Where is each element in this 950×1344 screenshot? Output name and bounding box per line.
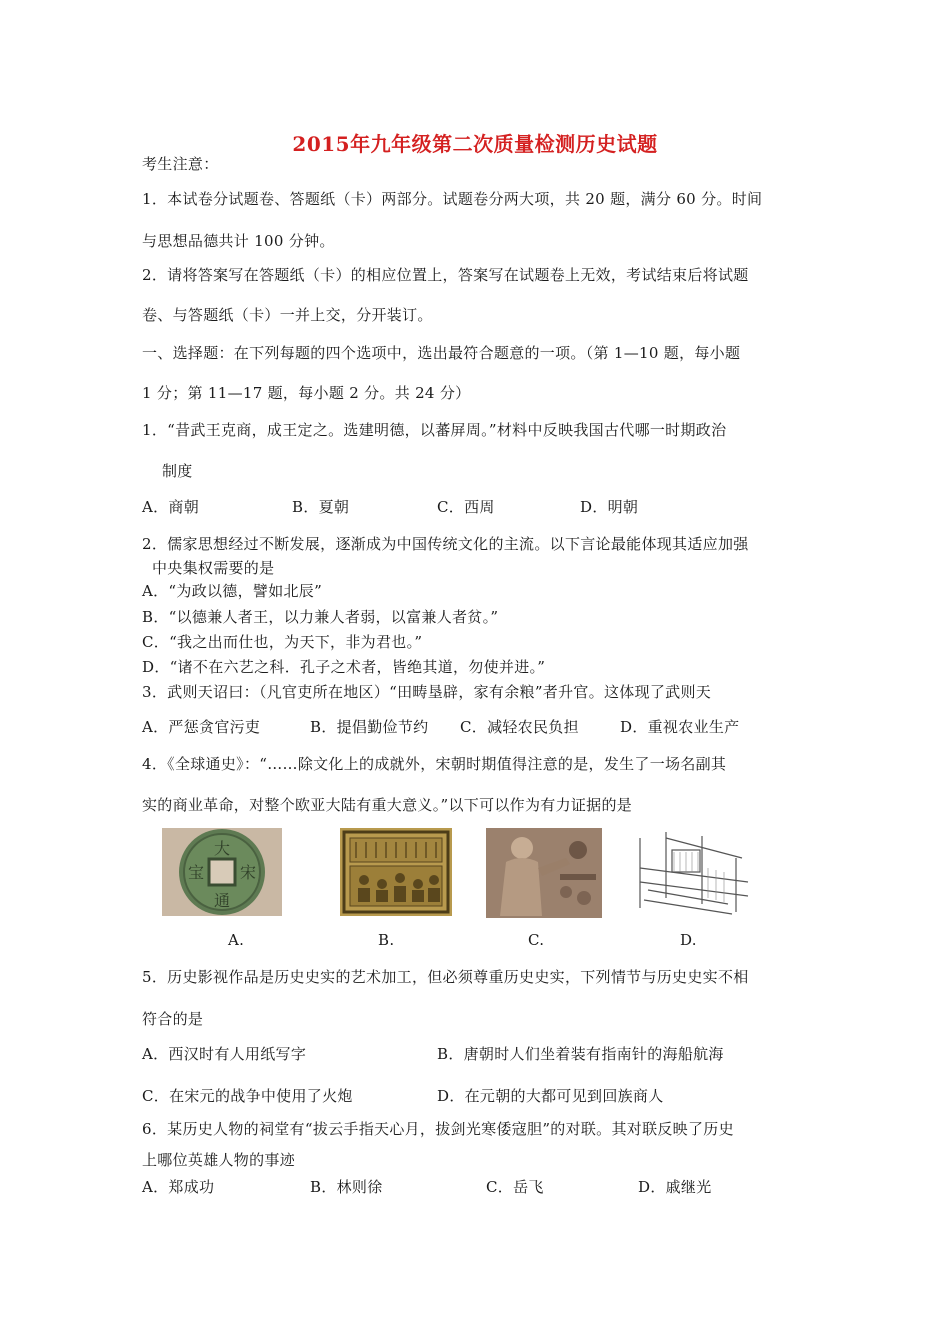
q2-option-b: B．“以德兼人者王，以力兼人者弱，以富兼人者贫。”	[142, 608, 499, 626]
coin-char-left: 宝	[187, 863, 205, 882]
notice-item2-line2: 卷、与答题纸（卡）一并上交，分开装订。	[142, 306, 433, 324]
q6-option-c: C．岳飞	[486, 1178, 544, 1196]
q5-stem-line2: 符合的是	[142, 1010, 204, 1028]
q3-option-a: A．严惩贪官污吏	[142, 718, 261, 736]
q4-stem-line2: 实的商业革命，对整个欧亚大陆有重大意义。”以下可以作为有力证据的是	[142, 796, 633, 814]
q1-option-b: B．夏朝	[292, 498, 350, 516]
q3-stem: 3．武则天诏曰：（凡官吏所在地区）“田畴垦辟，家有余粮”者升官。这体现了武则天	[142, 683, 712, 701]
q2-option-a: A．“为政以德，譬如北辰”	[142, 582, 323, 600]
section1-line2: 1 分；第 11—17 题，每小题 2 分。共 24 分）	[142, 384, 471, 402]
q6-stem-line1: 6．某历史人物的祠堂有“拔云手指天心月，拔剑光寒倭寇胆”的对联。其对联反映了历史	[142, 1120, 734, 1138]
q5-option-a: A．西汉时有人用纸写字	[142, 1045, 307, 1063]
q2-option-c: C．“我之出而仕也，为天下，非为君也。”	[142, 633, 423, 651]
coin-char-top: 大	[213, 839, 231, 858]
q3-option-c: C．减轻农民负担	[460, 718, 579, 736]
section1-line1: 一、选择题：在下列每题的四个选项中，选出最符合题意的一项。（第 1—10 题，每小题	[142, 344, 741, 362]
notice-heading: 考生注意：	[142, 155, 219, 173]
q1-stem-line2: 制度	[162, 462, 193, 480]
q5-option-b: B．唐朝时人们坐着装有指南针的海船航海	[437, 1045, 724, 1063]
q3-option-d: D．重视农业生产	[620, 718, 740, 736]
q1-option-d: D．明朝	[580, 498, 639, 516]
coin-char-right: 宋	[239, 863, 257, 882]
q5-stem-line1: 5．历史影视作品是历史史实的艺术加工，但必须尊重历史史实，下列情节与历史史实不相	[142, 968, 749, 986]
q6-option-b: B．林则徐	[310, 1178, 383, 1196]
notice-item2-line1: 2．请将答案写在答题纸（卡）的相应位置上，答案写在试题卷上无效，考试结束后将试题	[142, 266, 749, 284]
q6-stem-line2: 上哪位英雄人物的事迹	[142, 1151, 296, 1169]
q1-stem-line1: 1．“昔武王克商，成王定之。选建明德，以蕃屏周。”材料中反映我国古代哪一时期政治	[142, 421, 727, 439]
q1-option-a: A．商朝	[142, 498, 200, 516]
q4-label-d: D.	[680, 931, 697, 949]
q6-option-d: D．戚继光	[638, 1178, 712, 1196]
q6-option-a: A．郑成功	[142, 1178, 215, 1196]
notice-item1-line1: 1．本试卷分试题卷、答题纸（卡）两部分。试题卷分两大项，共 20 题，满分 60 分。时间	[142, 190, 763, 208]
q3-option-b: B．提倡勤俭节约	[310, 718, 429, 736]
q5-option-d: D．在元朝的大都可见到回族商人	[437, 1087, 664, 1105]
exam-title: 2015年九年级第二次质量检测历史试题	[292, 132, 658, 156]
q1-option-c: C．西周	[437, 498, 495, 516]
notice-item1-line2: 与思想品德共计 100 分钟。	[142, 232, 335, 250]
q5-option-c: C．在宋元的战争中使用了火炮	[142, 1087, 353, 1105]
sculpture-image	[486, 828, 602, 918]
q2-stem-line2: 中央集权需要的是	[152, 559, 275, 577]
q4-label-b: B.	[378, 931, 395, 949]
q2-stem-line1: 2．儒家思想经过不断发展，逐渐成为中国传统文化的主流。以下言论最能体现其适应加强	[142, 535, 749, 553]
q4-label-c: C.	[528, 931, 545, 949]
loom-image	[632, 828, 756, 918]
coin-char-bottom: 通	[213, 891, 231, 910]
q4-label-a: A.	[228, 931, 245, 949]
q4-stem-line1: 4．《全球通史》：“……除文化上的成就外，宋朝时期值得注意的是，发生了一场名副其	[142, 755, 727, 773]
coin-image	[162, 828, 282, 916]
jiaozi-image	[340, 828, 452, 916]
q2-option-d: D．“诸不在六艺之科．孔子之术者，皆绝其道，勿使并进。”	[142, 658, 546, 676]
